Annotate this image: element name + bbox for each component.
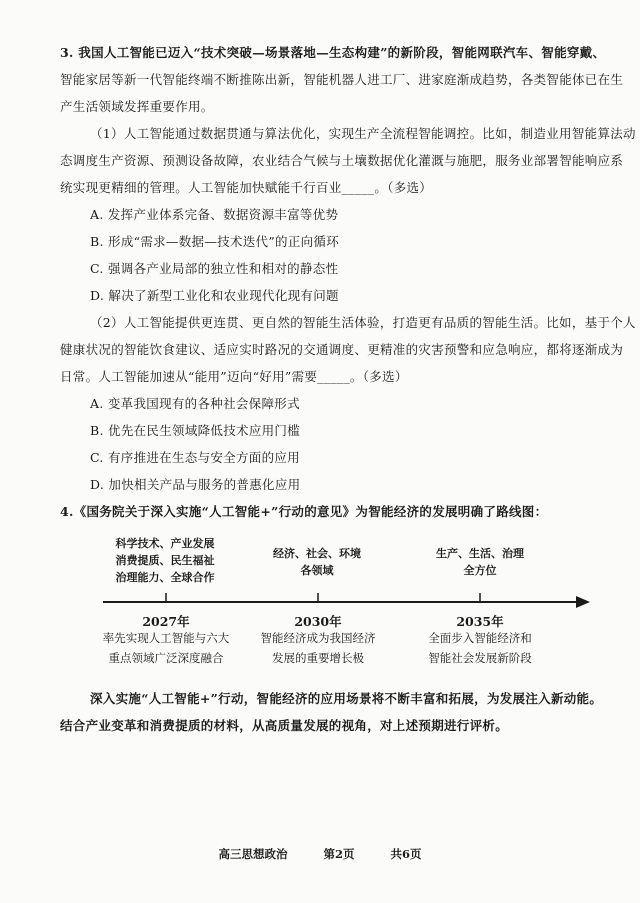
milestone-2030-goal-line: 智能经济成为我国经济 [260, 631, 376, 645]
q3-sub1-option-d: D. 解决了新型工业化和农业现代化现有问题 [90, 288, 339, 303]
milestone-2035-areas [425, 545, 535, 579]
q3-sub1-option-a: A. 发挥产业体系完备、数据资源丰富等优势 [90, 207, 339, 222]
milestone-2035-goal [400, 628, 560, 668]
milestone-2030-area-line: 各领域 [300, 564, 334, 577]
milestone-2030-year: 2030年 [294, 614, 342, 629]
q4-prompt-line1: 深入实施“人工智能+”行动，智能经济的应用场景将不断丰富和拓展，为发展注入新动能。 [90, 691, 603, 706]
q3-sub2-option-b: B. 优先在民生领域降低技术应用门槛 [90, 423, 301, 438]
milestone-2030-area-line: 经济、社会、环境 [273, 547, 361, 560]
timeline-arrow-icon [576, 596, 590, 608]
q3-sub2-line2: 健康状况的智能饮食建议、适应实时路况的交通调度、更精准的灾害预警和应急响应，都将逐渐成为 [60, 342, 624, 357]
timeline-axis [0, 590, 640, 614]
footer-total-pages: 共6页 [390, 847, 422, 861]
page-footer [0, 846, 640, 862]
q3-sub2-option-d: D. 加快相关产品与服务的普惠化应用 [90, 477, 301, 492]
q4-prompt-line2: 结合产业变革和消费提质的材料，从高质量发展的视角，对上述预期进行评析。 [60, 718, 509, 733]
q3-stem-line1: 3. 我国人工智能已迈入“技术突破—场景落地—生态构建”的新阶段，智能网联汽车、智能穿戴、 [60, 45, 606, 60]
milestone-2030-goal-line: 发展的重要增长极 [272, 651, 364, 665]
q3-sub2-option-c: C. 有序推进在生态与安全方面的应用 [90, 450, 300, 465]
milestone-2027-area-line: 科学技术、产业发展 [115, 537, 215, 550]
milestone-2027-year: 2027年 [142, 614, 190, 629]
milestone-2035-area-line: 全方位 [463, 564, 497, 577]
q3-stem-line2: 智能家居等新一代智能终端不断推陈出新，智能机器人进工厂、进家庭渐成趋势，各类智能体已在生 [60, 72, 624, 87]
q3-sub1-line3: 统实现更精细的管理。人工智能加快赋能千行百业_____。（多选） [60, 180, 433, 195]
footer-subject: 高三思想政治 [218, 847, 288, 861]
q3-sub2-option-a: A. 变革我国现有的各种社会保障形式 [90, 396, 300, 411]
milestone-2030-areas [262, 545, 372, 579]
milestone-2027-goal-line: 重点领域广泛深度融合 [108, 651, 224, 665]
milestone-2035-goal-line: 全面步入智能经济和 [428, 631, 532, 645]
milestone-2027-goal-line: 率先实现人工智能与六大 [102, 631, 230, 645]
milestone-2035-area-line: 生产、生活、治理 [436, 547, 524, 560]
q3-sub2-line1: （2）人工智能提供更连贯、更自然的智能生活体验，打造更有品质的智能生活。比如，基于个人 [90, 315, 636, 330]
q3-sub1-option-c: C. 强调各产业局部的独立性和相对的静态性 [90, 261, 339, 276]
milestone-2027-goal [86, 628, 246, 668]
q4-stem: 4.《国务院关于深入实施“人工智能+”行动的意见》为智能经济的发展明确了路线图： [60, 504, 548, 519]
milestone-2030-goal [238, 628, 398, 668]
milestone-2027-areas [105, 535, 225, 586]
footer-page-number: 第2页 [323, 847, 355, 861]
q3-sub2-line3: 日常。人工智能加速从“能用”迈向“好用”需要_____。（多选） [60, 369, 408, 384]
q3-stem-line3: 产生活领域发挥重要作用。 [60, 99, 214, 114]
milestone-2035-year: 2035年 [456, 614, 504, 629]
q3-sub1-option-b: B. 形成“需求—数据—技术迭代”的正向循环 [90, 234, 340, 249]
milestone-2027-area-line: 治理能力、全球合作 [115, 571, 215, 584]
q3-sub1-line2: 态调度生产资源、预测设备故障，农业结合气候与土壤数据优化灌溉与施肥，服务业部署智能响应系 [60, 153, 624, 168]
milestone-2035-goal-line: 智能社会发展新阶段 [428, 651, 532, 665]
milestone-2027-area-line: 消费提质、民生福祉 [115, 554, 215, 567]
q3-sub1-line1: （1）人工智能通过数据贯通与算法优化，实现生产全流程智能调控。比如，制造业用智能算法动 [90, 126, 636, 141]
